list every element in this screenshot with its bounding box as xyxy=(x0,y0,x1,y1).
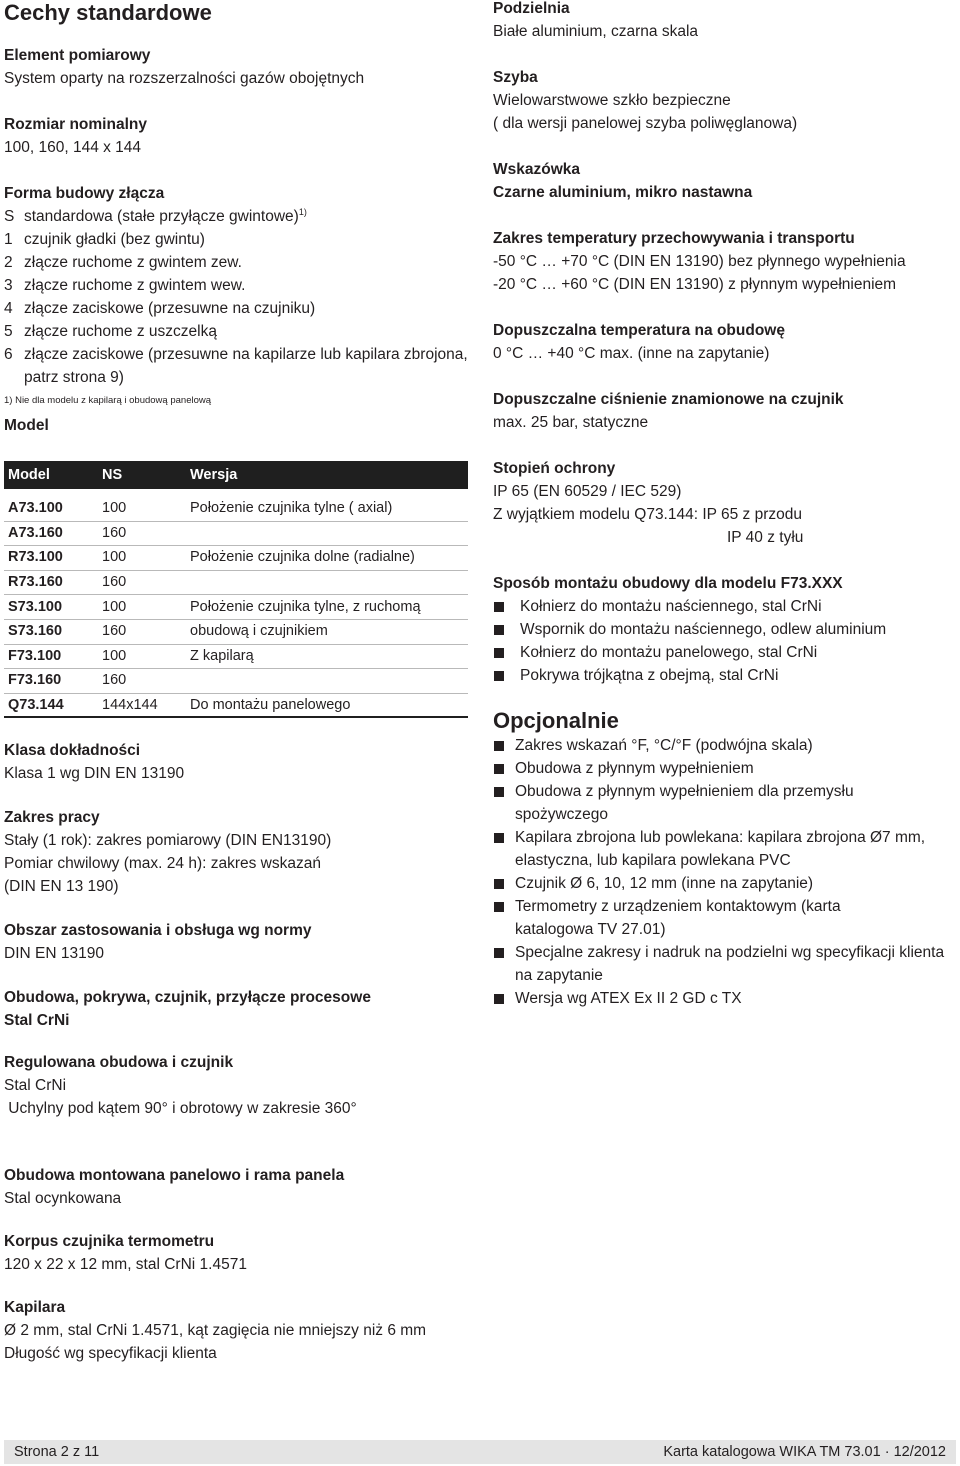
section-line: Uchylny pod kątem 90° i obrotowy w zakresie 360° xyxy=(4,1100,357,1117)
section-text: System oparty na rozszerzalności gazów obojętnych xyxy=(4,70,365,87)
bullet-item xyxy=(493,757,955,780)
section-szyba xyxy=(493,66,955,135)
section-line: (DIN EN 13 190) xyxy=(4,878,119,895)
bullet-item xyxy=(493,618,955,641)
bullet-item xyxy=(493,895,955,941)
section-temp-obudowa xyxy=(493,319,955,365)
page-number: Strona 2 z 11 xyxy=(14,1443,100,1460)
page-heading: Cechy standardowe xyxy=(4,0,212,25)
table-row xyxy=(4,497,468,522)
bullet-text: Kołnierz do montażu panelowego, stal CrNi xyxy=(520,644,818,661)
bullet-text: Zakres wskazań °F, °C/°F (podwójna skala) xyxy=(515,737,813,754)
footnote: 1) Nie dla modelu z kapilarą i obudową panelową xyxy=(4,395,212,406)
bullet-square-icon xyxy=(493,780,515,826)
section-title: Kapilara xyxy=(4,1299,66,1316)
section-title: Podzielnia xyxy=(493,0,570,17)
section-title: Stopień ochrony xyxy=(493,460,616,477)
cell-ns: 160 xyxy=(102,672,127,689)
section-text: Białe aluminium, czarna skala xyxy=(493,23,699,40)
section-regulowana xyxy=(4,1051,904,1120)
bullet-item xyxy=(493,595,955,618)
bullet-square-icon xyxy=(493,941,515,987)
cell-model: S73.100 xyxy=(8,598,63,615)
bullet-item xyxy=(493,664,955,687)
page-footer xyxy=(4,1440,956,1464)
list-item xyxy=(4,228,472,251)
section-title: Regulowana obudowa i czujnik xyxy=(4,1054,234,1071)
bullet-text: Wspornik do montażu naściennego, odlew aluminium xyxy=(520,621,887,638)
header-model: Model xyxy=(8,466,50,483)
bullet-item xyxy=(493,987,955,1010)
section-ochrona xyxy=(493,457,955,549)
list-item xyxy=(4,274,472,297)
table-row xyxy=(4,522,468,547)
header-spacer xyxy=(4,489,468,497)
item-text: złącze ruchome z uszczelką xyxy=(24,323,217,340)
section-text: 0 °C … +40 °C max. (inne na zapytanie) xyxy=(493,345,770,362)
lower-sections xyxy=(4,1051,904,1365)
cell-model: S73.160 xyxy=(8,623,63,640)
section-wskazowka xyxy=(493,158,955,204)
item-number: 2 xyxy=(4,254,13,271)
section-text: 120 x 22 x 12 mm, stal CrNi 1.4571 xyxy=(4,1256,247,1273)
cell-ns: 160 xyxy=(102,623,127,640)
section-line: Ø 2 mm, stal CrNi 1.4571, kąt zagięcia nie mniejszy niż 6 mm xyxy=(4,1322,427,1339)
catalog-reference: Karta katalogowa WIKA TM 73.01 · 12/2012 xyxy=(663,1443,946,1460)
section-obudowa xyxy=(4,986,472,1032)
item-text: złącze ruchome z gwintem wew. xyxy=(24,277,246,294)
item-number: 4 xyxy=(4,300,13,317)
item-label: standardowa (stałe przyłącze gwintowe) xyxy=(24,208,299,225)
cell-ns: 160 xyxy=(102,574,127,591)
section-title: Obudowa montowana panelowo i rama panela xyxy=(4,1167,345,1184)
item-number: 5 xyxy=(4,323,13,340)
item-text: czujnik gładki (bez gwintu) xyxy=(24,231,205,248)
section-line: Wielowarstwowe szkło bezpieczne xyxy=(493,92,731,109)
section-forma xyxy=(4,182,472,408)
section-heading: Opcjonalnie xyxy=(493,708,619,733)
item-text: złącze zaciskowe (przesuwne na czujniku) xyxy=(24,300,316,317)
list-item xyxy=(4,343,472,389)
bullet-item xyxy=(493,941,955,987)
list-item xyxy=(4,297,472,320)
cell-model: R73.100 xyxy=(8,549,63,566)
bullet-text: Obudowa z płynnym wypełnieniem xyxy=(515,760,754,777)
cell-model: Q73.144 xyxy=(8,696,64,713)
section-title: Forma budowy złącza xyxy=(4,185,165,202)
section-rozmiar xyxy=(4,113,472,159)
bullet-square-icon xyxy=(493,618,515,641)
left-column-lower xyxy=(4,739,472,1032)
bullet-text: Wersja wg ATEX Ex II 2 GD c TX xyxy=(515,990,742,1007)
item-text: złącze ruchome z gwintem zew. xyxy=(24,254,242,271)
cell-model: A73.160 xyxy=(8,524,63,541)
section-title: Korpus czujnika termometru xyxy=(4,1233,215,1250)
left-column xyxy=(4,0,472,437)
cell-ns: 144x144 xyxy=(102,696,158,713)
footnote-marker: 1) xyxy=(298,206,307,217)
section-text: DIN EN 13190 xyxy=(4,945,104,962)
cell-wersja: Do montażu panelowego xyxy=(190,696,351,713)
bullet-text: Termometry z urządzeniem kontaktowym (karta katalogowa TV 27.01) xyxy=(515,898,841,938)
cell-model: F73.100 xyxy=(8,647,62,664)
bullet-square-icon xyxy=(493,987,515,1010)
bullet-text: Specjalne zakresy i nadruk na podzielni wg specyfikacji klienta na zapytanie xyxy=(515,944,945,984)
item-text xyxy=(24,205,472,228)
bullet-text: Kołnierz do montażu naściennego, stal CrNi xyxy=(520,598,822,615)
table-header xyxy=(4,461,468,489)
section-cisnienie xyxy=(493,388,955,434)
section-title: Rozmiar nominalny xyxy=(4,116,147,133)
bullet-text: Czujnik Ø 6, 10, 12 mm (inne na zapytanie) xyxy=(515,875,814,892)
cell-wersja: Położenie czujnika tylne ( axial) xyxy=(190,500,393,517)
header-ns: NS xyxy=(102,466,123,483)
section-line: Z wyjątkiem modelu Q73.144: IP 65 z przodu xyxy=(493,506,803,523)
table-row xyxy=(4,669,468,694)
header-wersja: Wersja xyxy=(190,466,238,483)
section-title: Zakres temperatury przechowywania i transportu xyxy=(493,230,855,247)
bullet-item xyxy=(493,780,955,826)
section-line: IP 40 z tyłu xyxy=(727,529,804,546)
section-line: Stały (1 rok): zakres pomiarowy (DIN EN13190) xyxy=(4,832,332,849)
bullet-text: Obudowa z płynnym wypełnieniem dla przemysłu spożywczego xyxy=(515,783,854,823)
bullet-square-icon xyxy=(493,664,515,687)
section-kapilara xyxy=(4,1296,904,1365)
cell-model: F73.160 xyxy=(8,672,62,689)
bullet-item xyxy=(493,872,955,895)
bullet-text: Pokrywa trójkątna z obejmą, stal CrNi xyxy=(520,667,779,684)
section-montaz xyxy=(493,572,955,687)
section-title: Element pomiarowy xyxy=(4,47,151,64)
section-line: IP 65 (EN 60529 / IEC 529) xyxy=(493,483,682,500)
section-temp-transport xyxy=(493,227,955,296)
item-text: złącze zaciskowe (przesuwne na kapilarze lub kapilara zbrojona, patrz strona 9) xyxy=(24,346,468,386)
cell-model: A73.100 xyxy=(8,500,63,517)
section-title: Obszar zastosowania i obsługa wg normy xyxy=(4,922,312,939)
section-line: Stal CrNi xyxy=(4,1077,67,1094)
cell-model: R73.160 xyxy=(8,574,63,591)
list-item xyxy=(4,251,472,274)
section-podzielnia xyxy=(493,0,955,43)
section-text: Czarne aluminium, mikro nastawna xyxy=(493,184,753,201)
item-number: 1 xyxy=(4,231,13,248)
model-title: Model xyxy=(4,417,49,434)
section-title: Dopuszczalna temperatura na obudowę xyxy=(493,322,785,339)
list-item xyxy=(4,205,472,228)
table-row xyxy=(4,694,468,719)
section-line: Długość wg specyfikacji klienta xyxy=(4,1345,217,1362)
section-klasa xyxy=(4,739,472,785)
bullet-square-icon xyxy=(493,872,515,895)
section-title: Klasa dokładności xyxy=(4,742,141,759)
section-text: Stal ocynkowana xyxy=(4,1190,122,1207)
bullet-item xyxy=(493,826,955,872)
table-row xyxy=(4,595,468,620)
bullet-square-icon xyxy=(493,757,515,780)
table-row xyxy=(4,571,468,596)
section-title: Wskazówka xyxy=(493,161,581,178)
section-text: Klasa 1 wg DIN EN 13190 xyxy=(4,765,185,782)
bullet-square-icon xyxy=(493,734,515,757)
section-text: Stal CrNi xyxy=(4,1012,70,1029)
section-opcjonalnie xyxy=(493,708,955,1010)
model-table xyxy=(4,461,468,718)
section-title: Szyba xyxy=(493,69,538,86)
bullet-square-icon xyxy=(493,826,515,872)
section-text: max. 25 bar, statyczne xyxy=(493,414,649,431)
cell-ns: 160 xyxy=(102,524,127,541)
section-line: -50 °C … +70 °C (DIN EN 13190) bez płynnego wypełnienia xyxy=(493,253,906,270)
item-number: 3 xyxy=(4,277,13,294)
cell-ns: 100 xyxy=(102,647,127,664)
cell-wersja: Położenie czujnika dolne (radialne) xyxy=(190,549,415,566)
section-korpus xyxy=(4,1230,904,1276)
section-line: ( dla wersji panelowej szyba poliwęglanowa) xyxy=(493,115,798,132)
bullet-square-icon xyxy=(493,895,515,941)
right-column xyxy=(493,0,955,1010)
section-element xyxy=(4,44,472,90)
cell-wersja: Z kapilarą xyxy=(190,647,254,664)
cell-ns: 100 xyxy=(102,598,127,615)
section-zakres xyxy=(4,806,472,898)
section-title: Sposób montażu obudowy dla modelu F73.XXX xyxy=(493,575,843,592)
cell-ns: 100 xyxy=(102,500,127,517)
section-title: Zakres pracy xyxy=(4,809,100,826)
item-number: S xyxy=(4,208,15,225)
bullet-square-icon xyxy=(493,641,515,664)
bullet-item xyxy=(493,734,955,757)
section-title: Dopuszczalne ciśnienie znamionowe na czujnik xyxy=(493,391,844,408)
cell-ns: 100 xyxy=(102,549,127,566)
table-row xyxy=(4,546,468,571)
section-text: 100, 160, 144 x 144 xyxy=(4,139,142,156)
bullet-item xyxy=(493,641,955,664)
bullet-square-icon xyxy=(493,595,515,618)
cell-wersja: Położenie czujnika tylne, z ruchomą xyxy=(190,598,421,615)
table-row xyxy=(4,645,468,670)
section-obszar xyxy=(4,919,472,965)
section-panelowa xyxy=(4,1164,904,1210)
table-row xyxy=(4,620,468,645)
cell-wersja: obudową i czujnikiem xyxy=(190,623,328,640)
bullet-text: Kapilara zbrojona lub powlekana: kapilara zbrojona Ø7 mm, elastyczna, lub kapilara powlekana PVC xyxy=(515,829,926,869)
section-line: -20 °C … +60 °C (DIN EN 13190) z płynnym wypełnieniem xyxy=(493,276,897,293)
section-title: Obudowa, pokrywa, czujnik, przyłącze procesowe xyxy=(4,989,371,1006)
section-line: Pomiar chwilowy (max. 24 h): zakres wskazań xyxy=(4,855,321,872)
list-item xyxy=(4,320,472,343)
item-number: 6 xyxy=(4,346,13,363)
